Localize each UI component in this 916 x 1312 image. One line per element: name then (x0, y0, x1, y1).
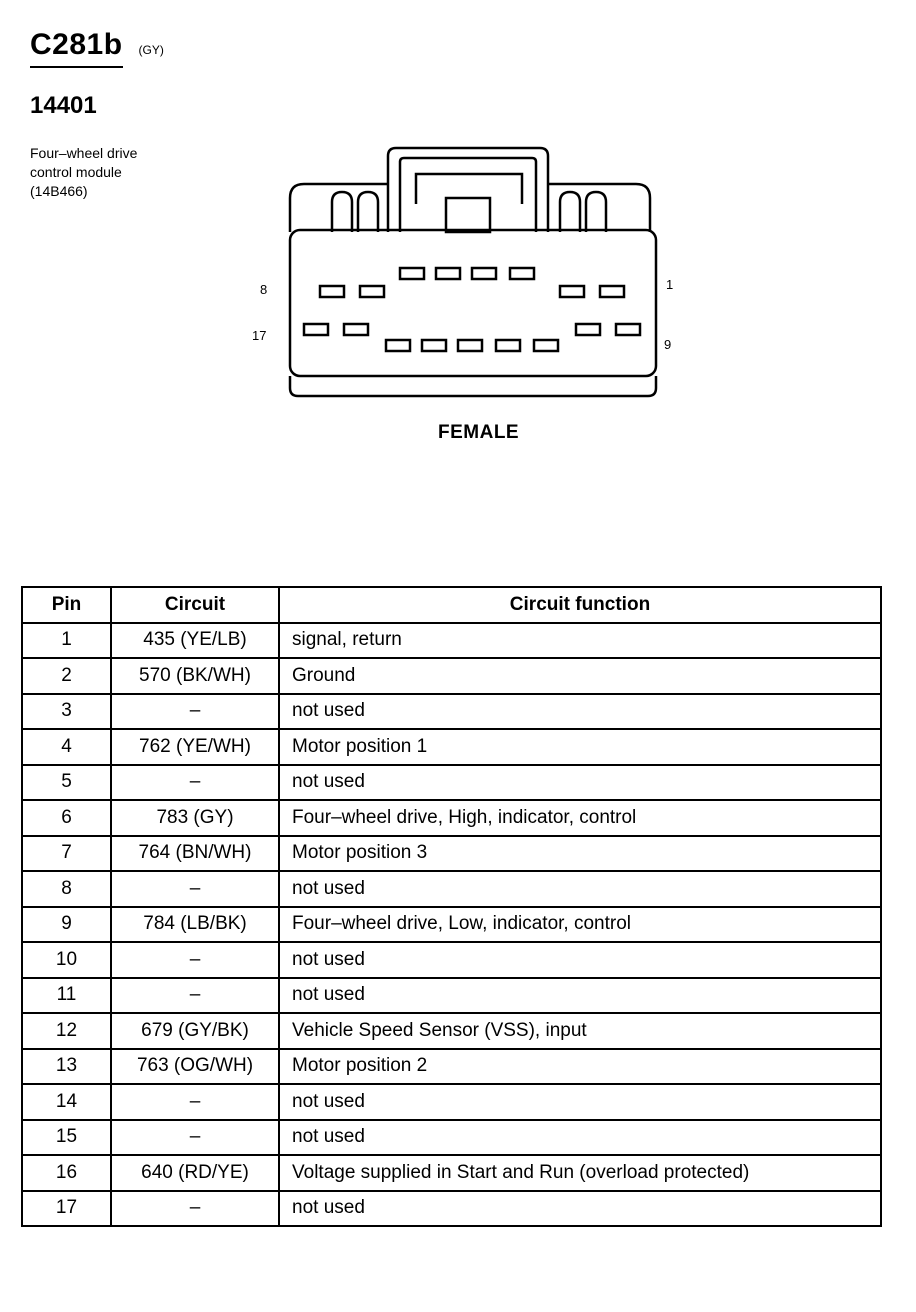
pin-label-8: 8 (260, 282, 268, 297)
function-cell: Motor position 3 (279, 836, 881, 872)
function-cell: not used (279, 1084, 881, 1120)
table-row (22, 871, 881, 907)
pin-cavity (510, 268, 534, 279)
connector-id (30, 28, 164, 68)
pin-cell: 17 (22, 1191, 111, 1227)
pin-cavity (458, 340, 482, 351)
pin-cell: 13 (22, 1049, 111, 1085)
pin-cavity (386, 340, 410, 351)
pin-label-17: 17 (252, 328, 267, 343)
circuit-cell: 764 (BN/WH) (111, 836, 279, 872)
circuit-cell: – (111, 871, 279, 907)
table-row (22, 978, 881, 1014)
connector-face-diagram (240, 140, 700, 420)
module-description-line: (14B466) (30, 183, 88, 199)
pin-cavity (560, 286, 584, 297)
table-row (22, 694, 881, 730)
function-cell: Four–wheel drive, High, indicator, control (279, 800, 881, 836)
header-circuit-function: Circuit function (279, 587, 881, 623)
table-header-row (22, 587, 881, 623)
table-row (22, 623, 881, 659)
table-row (22, 1155, 881, 1191)
pin-cavity (600, 286, 624, 297)
pin-cavity (436, 268, 460, 279)
circuit-cell: – (111, 1084, 279, 1120)
function-cell: not used (279, 978, 881, 1014)
function-cell: signal, return (279, 623, 881, 659)
gender-label: FEMALE (438, 422, 520, 443)
function-cell: not used (279, 694, 881, 730)
header-pin: Pin (22, 587, 111, 623)
pin-cavity (496, 340, 520, 351)
circuit-cell: – (111, 1191, 279, 1227)
connector-outline (240, 140, 700, 420)
pin-label-9: 9 (664, 337, 672, 352)
pin-cell: 11 (22, 978, 111, 1014)
circuit-cell: – (111, 694, 279, 730)
module-description-line: Four–wheel drive (30, 145, 138, 161)
table-row (22, 1013, 881, 1049)
table-row (22, 1049, 881, 1085)
function-cell: Four–wheel drive, Low, indicator, control (279, 907, 881, 943)
module-description-line: control module (30, 164, 122, 180)
pin-cavity (576, 324, 600, 335)
pin-cavity (400, 268, 424, 279)
function-cell: not used (279, 942, 881, 978)
module-description (30, 144, 210, 201)
pin-cavity (534, 340, 558, 351)
header-circuit: Circuit (111, 587, 279, 623)
circuit-cell: – (111, 978, 279, 1014)
pinout-table (21, 586, 882, 1227)
circuit-cell: 570 (BK/WH) (111, 658, 279, 694)
table-row (22, 1084, 881, 1120)
circuit-cell: 763 (OG/WH) (111, 1049, 279, 1085)
circuit-cell: – (111, 765, 279, 801)
pin-cavity (472, 268, 496, 279)
table-row (22, 765, 881, 801)
pin-cell: 10 (22, 942, 111, 978)
table-row (22, 1191, 881, 1227)
pin-cavity (422, 340, 446, 351)
connector-code: C281b (30, 28, 123, 68)
function-cell: not used (279, 765, 881, 801)
pin-holes (304, 268, 640, 351)
function-cell: Vehicle Speed Sensor (VSS), input (279, 1013, 881, 1049)
table-row (22, 658, 881, 694)
table-row (22, 729, 881, 765)
pin-cell: 16 (22, 1155, 111, 1191)
function-cell: not used (279, 1120, 881, 1156)
table-row (22, 836, 881, 872)
circuit-cell: – (111, 942, 279, 978)
pin-cell: 7 (22, 836, 111, 872)
table-row (22, 907, 881, 943)
table-row (22, 800, 881, 836)
pin-cavity (360, 286, 384, 297)
connector-color: (GY) (138, 43, 164, 57)
pin-cell: 2 (22, 658, 111, 694)
pin-cavity (344, 324, 368, 335)
circuit-cell: 762 (YE/WH) (111, 729, 279, 765)
pin-cell: 5 (22, 765, 111, 801)
pin-cell: 6 (22, 800, 111, 836)
table-row (22, 1120, 881, 1156)
circuit-cell: 679 (GY/BK) (111, 1013, 279, 1049)
pin-label-1: 1 (666, 277, 674, 292)
pin-cavity (320, 286, 344, 297)
circuit-cell: – (111, 1120, 279, 1156)
pin-cell: 15 (22, 1120, 111, 1156)
pin-cell: 8 (22, 871, 111, 907)
part-number: 14401 (30, 92, 97, 119)
function-cell: not used (279, 1191, 881, 1227)
function-cell: Motor position 2 (279, 1049, 881, 1085)
function-cell: not used (279, 871, 881, 907)
pin-cavity (304, 324, 328, 335)
pin-cell: 3 (22, 694, 111, 730)
pin-cell: 14 (22, 1084, 111, 1120)
circuit-cell: 783 (GY) (111, 800, 279, 836)
pin-cell: 9 (22, 907, 111, 943)
function-cell: Ground (279, 658, 881, 694)
pin-cavity (616, 324, 640, 335)
pin-cell: 1 (22, 623, 111, 659)
circuit-cell: 435 (YE/LB) (111, 623, 279, 659)
circuit-cell: 784 (LB/BK) (111, 907, 279, 943)
function-cell: Voltage supplied in Start and Run (overload protected) (279, 1155, 881, 1191)
function-cell: Motor position 1 (279, 729, 881, 765)
pin-cell: 4 (22, 729, 111, 765)
pin-cell: 12 (22, 1013, 111, 1049)
table-row (22, 942, 881, 978)
circuit-cell: 640 (RD/YE) (111, 1155, 279, 1191)
